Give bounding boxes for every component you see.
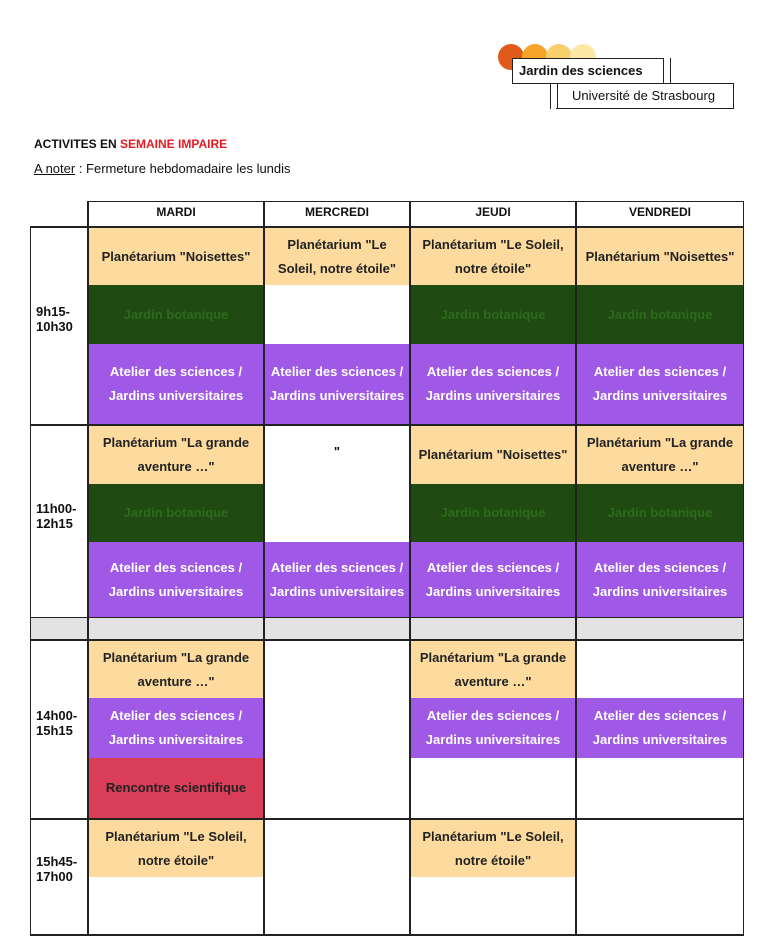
activity-jardin-botanique: Jardin botanique	[410, 484, 576, 542]
activity-planetarium: Planétarium "Le Soleil, notre étoile"	[88, 820, 264, 877]
activity-planetarium: Planétarium "Noisettes"	[410, 426, 576, 484]
activity-planetarium: Planétarium "Le Soleil, notre étoile"	[410, 228, 576, 285]
activity-planetarium: Planétarium "La grande aventure …"	[88, 426, 264, 484]
grid-line	[88, 201, 744, 202]
grid-line	[30, 226, 31, 936]
time-slot-4	[36, 854, 77, 884]
activity-atelier-des-sciences: Atelier des sciences / Jardins universitaires	[264, 344, 410, 424]
lunch-break-row	[30, 618, 744, 639]
activity-atelier-des-sciences: Atelier des sciences / Jardins universitaires	[410, 344, 576, 424]
day-header-jeudi: JEUDI	[475, 205, 511, 219]
grid-line	[30, 617, 744, 618]
heading-prefix: ACTIVITES EN	[34, 137, 121, 151]
activity-rencontre-scientifique: Rencontre scientifique	[88, 758, 264, 818]
note-text: : Fermeture hebdomadaire les lundis	[75, 161, 291, 176]
time-end: 10h30	[36, 319, 73, 334]
time-slot-1	[36, 304, 73, 334]
logo-title: Jardin des sciences	[519, 63, 643, 78]
activity-atelier-des-sciences: Atelier des sciences / Jardins universitaires	[576, 542, 744, 618]
activity-jardin-botanique: Jardin botanique	[576, 484, 744, 542]
activity-atelier-des-sciences: Atelier des sciences / Jardins universitaires	[410, 542, 576, 618]
time-start: 15h45-	[36, 854, 78, 869]
activity-planetarium: Planétarium "Le Soleil, notre étoile"	[264, 228, 410, 285]
grid-line	[30, 424, 744, 426]
activity-planetarium: Planétarium "Le Soleil, notre étoile"	[410, 820, 576, 877]
logo-stripes	[550, 83, 558, 109]
grid-line	[30, 639, 744, 641]
heading-highlight: SEMAINE IMPAIRE	[120, 137, 228, 151]
activity-jardin-botanique: Jardin botanique	[88, 484, 264, 542]
activity-atelier-des-sciences: Atelier des sciences / Jardins universitaires	[576, 344, 744, 424]
time-start: 9h15-	[36, 304, 70, 319]
grid-line	[743, 201, 744, 936]
grid-line	[575, 201, 577, 936]
grid-line	[30, 818, 744, 820]
note-label: A noter	[34, 161, 76, 176]
time-slot-2	[36, 501, 76, 531]
activity-atelier-des-sciences: Atelier des sciences / Jardins universitaires	[264, 542, 410, 618]
activity-atelier-des-sciences: Atelier des sciences / Jardins universitaires	[88, 542, 264, 618]
time-end: 17h00	[36, 869, 73, 884]
activity-planetarium: Planétarium "La grande aventure …"	[576, 426, 744, 484]
jardin-des-sciences-logo	[498, 44, 738, 110]
grid-line	[87, 201, 89, 936]
activity-jardin-botanique: Jardin botanique	[88, 285, 264, 344]
day-header-mercredi: MERCREDI	[304, 205, 369, 219]
closure-note	[34, 161, 291, 176]
grid-line	[30, 226, 744, 228]
activity-jardin-botanique: Jardin botanique	[410, 285, 576, 344]
logo-subtitle-box	[556, 83, 734, 109]
time-start: 14h00-	[36, 708, 78, 723]
activity-atelier-des-sciences: Atelier des sciences / Jardins universitaires	[410, 698, 576, 758]
activity-jardin-botanique: Jardin botanique	[576, 285, 744, 344]
activity-planetarium: Planétarium "La grande aventure …"	[410, 641, 576, 698]
logo-subtitle: Université de Strasbourg	[572, 88, 716, 103]
grid-line	[30, 934, 744, 936]
activity-atelier-des-sciences: Atelier des sciences / Jardins universitaires	[88, 698, 264, 758]
grid-line	[409, 201, 411, 936]
logo-title-box	[512, 58, 664, 84]
time-end: 12h15	[36, 516, 73, 531]
activity-atelier-des-sciences: Atelier des sciences / Jardins universitaires	[88, 344, 264, 424]
grid-line	[263, 201, 265, 936]
time-start: 11h00-	[36, 501, 77, 516]
logo-stripes	[663, 58, 671, 84]
activity-planetarium: Planétarium "La grande aventure …"	[88, 641, 264, 698]
activity-planetarium: Planétarium "Noisettes"	[576, 228, 744, 285]
time-slot-3	[36, 708, 77, 738]
time-end: 15h15	[36, 723, 73, 738]
day-header-vendredi: VENDREDI	[628, 205, 691, 219]
ditto-mark: "	[333, 444, 341, 459]
day-header-mardi: MARDI	[156, 205, 196, 219]
page-heading	[34, 137, 227, 151]
activity-atelier-des-sciences: Atelier des sciences / Jardins universitaires	[576, 698, 744, 758]
activity-planetarium: Planétarium "Noisettes"	[88, 228, 264, 285]
